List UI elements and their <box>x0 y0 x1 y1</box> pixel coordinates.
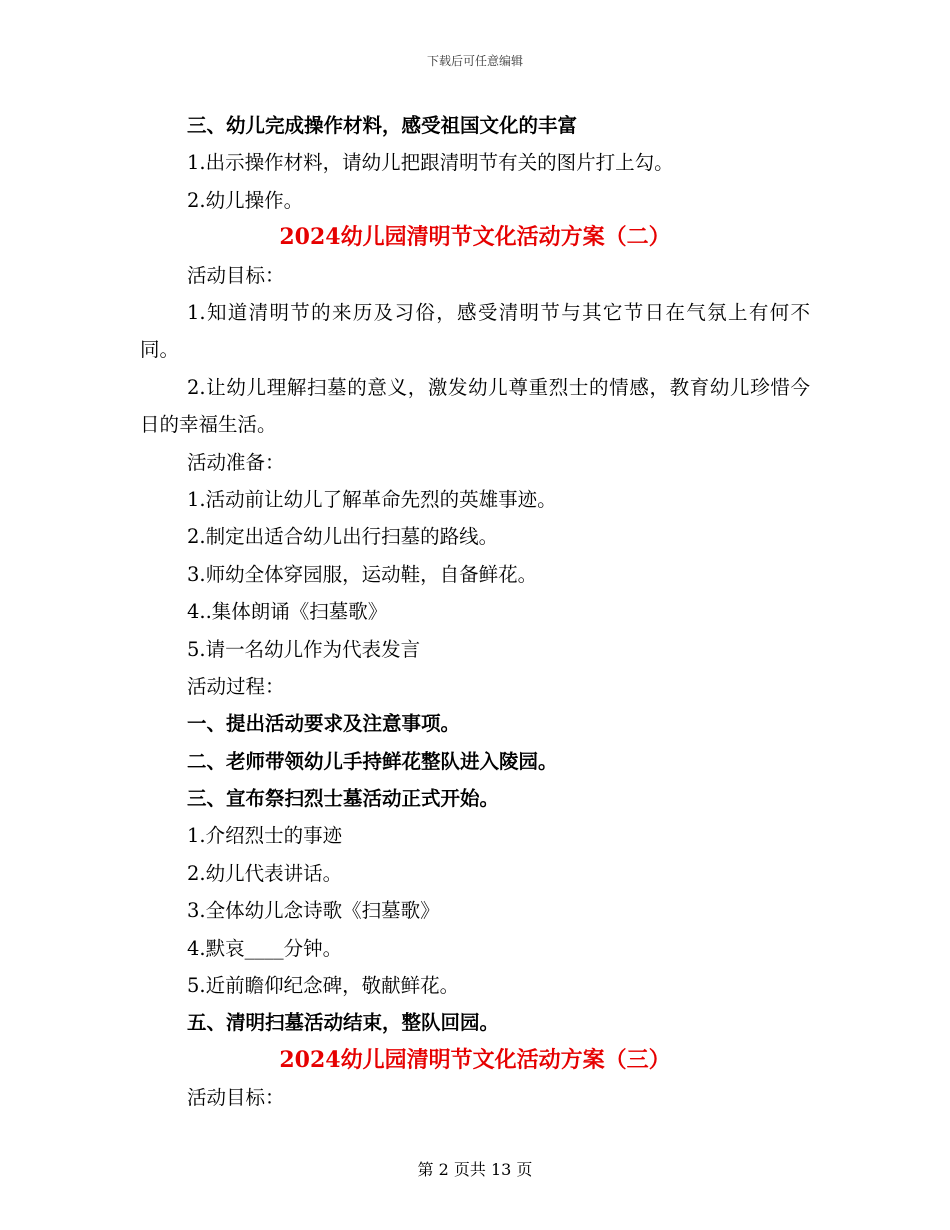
list-item: 1.知道清明节的来历及习俗，感受清明节与其它节日在气氛上有何不同。 <box>140 300 810 362</box>
list-item: 5.近前瞻仰纪念碑，敬献鲜花。 <box>187 974 460 998</box>
list-item-text: 分钟。 <box>283 936 343 960</box>
subsection-label: 活动目标： <box>187 263 285 287</box>
section-heading: 三、幼儿完成操作材料，感受祖国文化的丰富 <box>187 114 578 137</box>
fill-blank: ____ <box>244 936 284 960</box>
section-heading: 二、老师带领幼儿手持鲜花整队进入陵园。 <box>187 749 558 773</box>
document-body <box>140 107 810 1117</box>
document-title: 2024幼儿园清明节文化活动方案（三） <box>279 1046 671 1073</box>
list-item: 4..集体朗诵《扫墓歌》 <box>187 600 388 624</box>
subsection-label: 活动目标： <box>187 1086 285 1110</box>
list-item: 2.幼儿操作。 <box>187 188 304 212</box>
list-item: 1.介绍烈士的事迹 <box>187 824 343 848</box>
list-item: 1.出示操作材料，请幼儿把跟清明节有关的图片打上勾。 <box>187 151 674 175</box>
document-title: 2024幼儿园清明节文化活动方案（二） <box>279 224 671 251</box>
section-heading: 一、提出活动要求及注意事项。 <box>187 712 461 736</box>
list-item-text: 4.默哀 <box>187 936 245 960</box>
list-item: 2.让幼儿理解扫墓的意义，激发幼儿尊重烈士的情感，教育幼儿珍惜今日的幸福生活。 <box>140 375 810 437</box>
list-item: 1.活动前让幼儿了解革命先烈的英雄事迹。 <box>187 487 557 511</box>
section-heading: 五、清明扫墓活动结束，整队回园。 <box>187 1011 500 1035</box>
list-item: 3.全体幼儿念诗歌《扫墓歌》 <box>187 899 440 923</box>
subsection-label: 活动过程： <box>187 674 285 698</box>
list-item: 2.幼儿代表讲话。 <box>187 861 343 885</box>
list-item: 2.制定出适合幼儿出行扫墓的路线。 <box>187 525 499 549</box>
list-item: 3.师幼全体穿园服，运动鞋，自备鲜花。 <box>187 562 538 586</box>
page-footer: 第 2 页共 13 页 <box>417 1160 533 1179</box>
list-item: 5.请一名幼儿作为代表发言 <box>187 637 421 661</box>
subsection-label: 活动准备： <box>187 450 285 474</box>
page-header: 下载后可任意编辑 <box>426 54 523 68</box>
section-heading: 三、宣布祭扫烈士墓活动正式开始。 <box>187 787 500 811</box>
list-item <box>140 930 810 967</box>
